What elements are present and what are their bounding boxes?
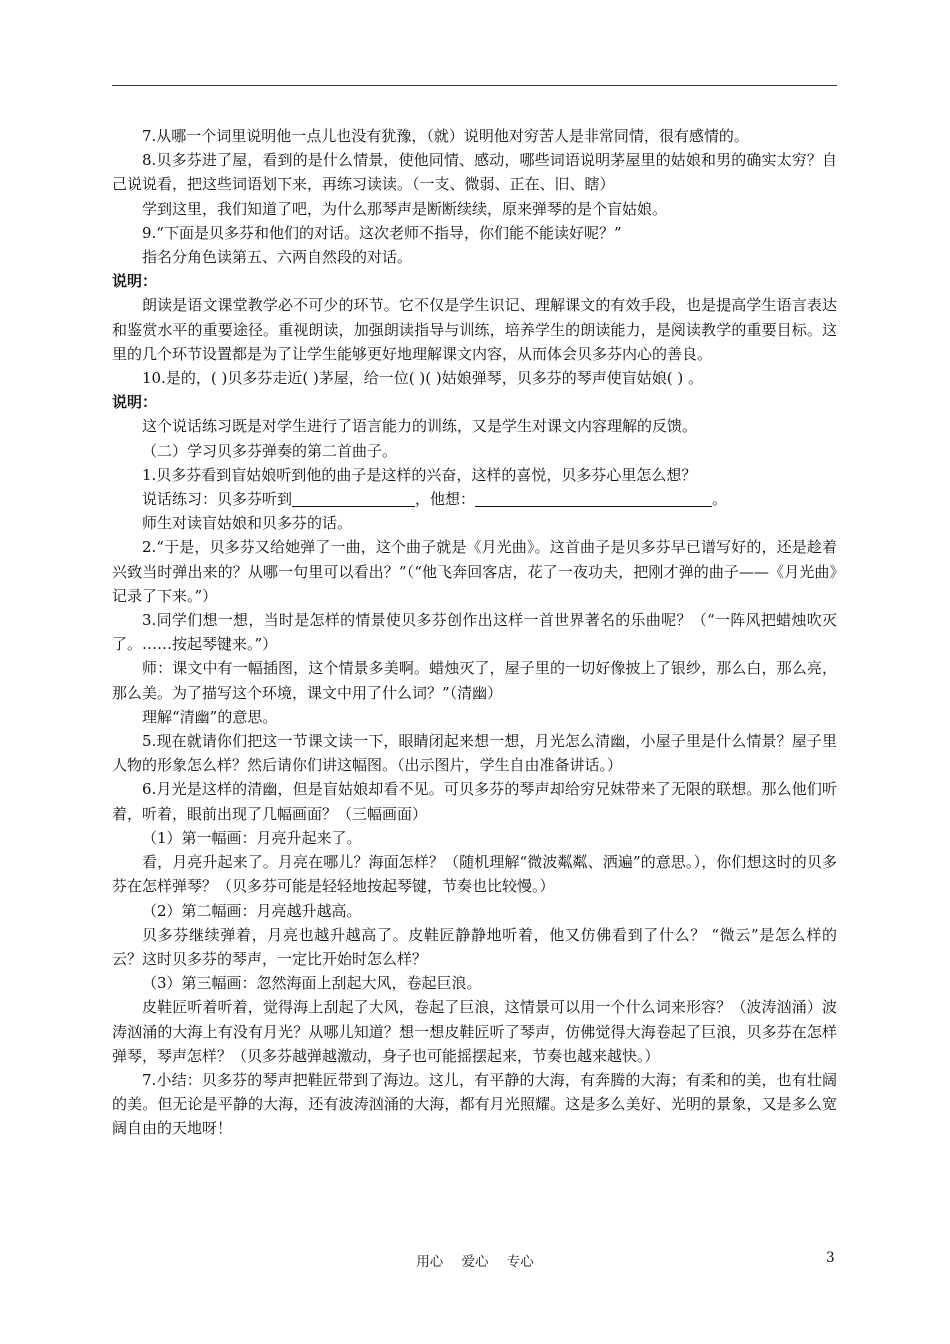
note-label: 说明： [112, 393, 158, 412]
paragraph: 3.同学们想一想，当时是怎样的情景使贝多芬创作出这样一首世界著名的乐曲呢？（“一阵风把蜡烛吹灭了。……按起琴键来。”） [112, 611, 837, 654]
paragraph: 1.贝多芬看到盲姑娘听到他的曲子是这样的兴奋，这样的喜悦，贝多芬心里怎么想？ [142, 465, 697, 484]
fill-in-exercise [112, 487, 837, 511]
paragraph: 7.从哪一个词里说明他一点儿也没有犹豫，（就）说明他对穷苦人是非常同情，很有感情的。 [142, 127, 749, 145]
exercise-end: 。 [712, 490, 728, 509]
paragraph: 7.小结：贝多芬的琴声把鞋匠带到了海边。这儿，有平静的大海，有奔腾的大海；有柔和的美，也有壮阔的美。但无论是平静的大海，还有波涛汹涌的大海，都有月光照耀。这是多么美好、光明的景象，又是多么宽阔自由的天地呀！ [112, 1070, 837, 1138]
paragraph: 师：课文中有一幅插图，这个情景多美啊。蜡烛灭了，屋子里的一切好像披上了银纱，那么白，那么亮，那么美。为了描写这个环境，课文中用了什么词？”（清幽） [112, 659, 837, 702]
paragraph: 贝多芬继续弹着，月亮也越升越高了。皮鞋匠静静地听着，他又仿佛看到了什么？ “微云”是怎么样的云？这时贝多芬的琴声，一定比开始时怎么样？ [112, 925, 837, 968]
exercise-prompt: 说话练习：贝多芬听到 [142, 490, 293, 509]
header-rule [112, 85, 837, 86]
exercise-prompt: ，他想： [415, 490, 476, 509]
paragraph: 5.现在就请你们把这一节课文读一下，眼睛闭起来想一想，月光怎么清幽，小屋子里是什么情景？屋子里人物的形象怎么样？然后请你们讲这幅图。（出示图片，学生自由准备讲话。） [112, 732, 837, 775]
paragraph: 6.月光是这样的清幽，但是盲姑娘却看不见。可贝多芬的琴声却给穷兄妹带来了无限的联想。那么他们听着，听着，眼前出现了几幅画面？（三幅画面） [112, 780, 837, 823]
paragraph: 10.是的，( )贝多芬走近( )茅屋，给一位( )( )姑娘弹琴，贝多芬的琴声使盲姑娘( ) 。 [142, 369, 703, 388]
paragraph: 9.“下面是贝多芬和他们的对话。这次老师不指导，你们能不能读好呢？” [142, 223, 622, 242]
document-body [112, 124, 837, 1141]
note-label: 说明： [112, 272, 158, 291]
paragraph: 皮鞋匠听着听着，觉得海上刮起了大风，卷起了巨浪，这情景可以用一个什么词来形容？（波涛汹涌）波涛汹涌的大海上有没有月光？从哪儿知道？想一想皮鞋匠听了琴声，仿佛觉得大海卷起了巨浪，贝多芬在怎样弹琴，琴声怎样？（贝多芬越弹越激动，身子也可能摇摆起来，节奏也越来越快。） [112, 998, 837, 1065]
paragraph: 指名分角色读第五、六两自然段的对话。 [142, 248, 413, 267]
paragraph: 8.贝多芬进了屋，看到的是什么情景，使他同情、感动，哪些词语说明茅屋里的姑娘和男的确实太穷？自己说说看，把这些词语划下来，再练习读读。（一支、微弱、正在、旧、瞎） [112, 151, 837, 194]
page-number: 3 [826, 1250, 835, 1266]
paragraph: 2.“于是，贝多芬又给她弹了一曲，这个曲子就是《月光曲》。这首曲子是贝多芬早已谱写好的，还是趁着兴致当时弹出来的？从哪一句里可以看出？”（“他飞奔回客店，花了一夜功夫，把刚才弹的曲子——《月光曲》记录了下来。”） [112, 538, 837, 605]
paragraph: 理解“清幽”的意思。 [142, 707, 278, 726]
paragraph: （二）学习贝多芬弹奏的第二首曲子。 [142, 441, 398, 460]
paragraph: （1）第一幅画：月亮升起来了。 [142, 828, 362, 847]
paragraph: （3）第三幅画：忽然海面上刮起大风，卷起巨浪。 [142, 974, 482, 993]
answer-blank [475, 490, 712, 507]
answer-blank [292, 490, 415, 507]
paragraph: 看，月亮升起来了。月亮在哪儿？海面怎样？（随机理解“微波粼粼、洒遍”的意思。），你们想这时的贝多芬在怎样弹琴？（贝多芬可能是轻轻地按起琴键，节奏也比较慢。） [112, 853, 837, 896]
paragraph: 这个说话练习既是对学生进行了语言能力的训练，又是学生对课文内容理解的反馈。 [142, 417, 698, 436]
paragraph: （2）第二幅画：月亮越升越高。 [142, 901, 362, 920]
paragraph: 学到这里，我们知道了吧，为什么那琴声是断断续续，原来弹琴的是个盲姑娘。 [142, 199, 668, 218]
paragraph: 朗读是语文课堂教学必不可少的环节。它不仅是学生识记、理解课文的有效手段，也是提高学生语言表达和鉴赏水平的重要途径。重视朗读，加强朗读指导与训练，培养学生的朗读能力，是阅读教学的重要目标。这里的几个环节设置都是为了让学生能够更好地理解课文内容，从而体会贝多芬内心的善良。 [112, 296, 837, 363]
paragraph: 师生对读盲姑娘和贝多芬的话。 [142, 514, 353, 533]
footer-motto: 用心 爱心 专心 [416, 1254, 534, 1270]
